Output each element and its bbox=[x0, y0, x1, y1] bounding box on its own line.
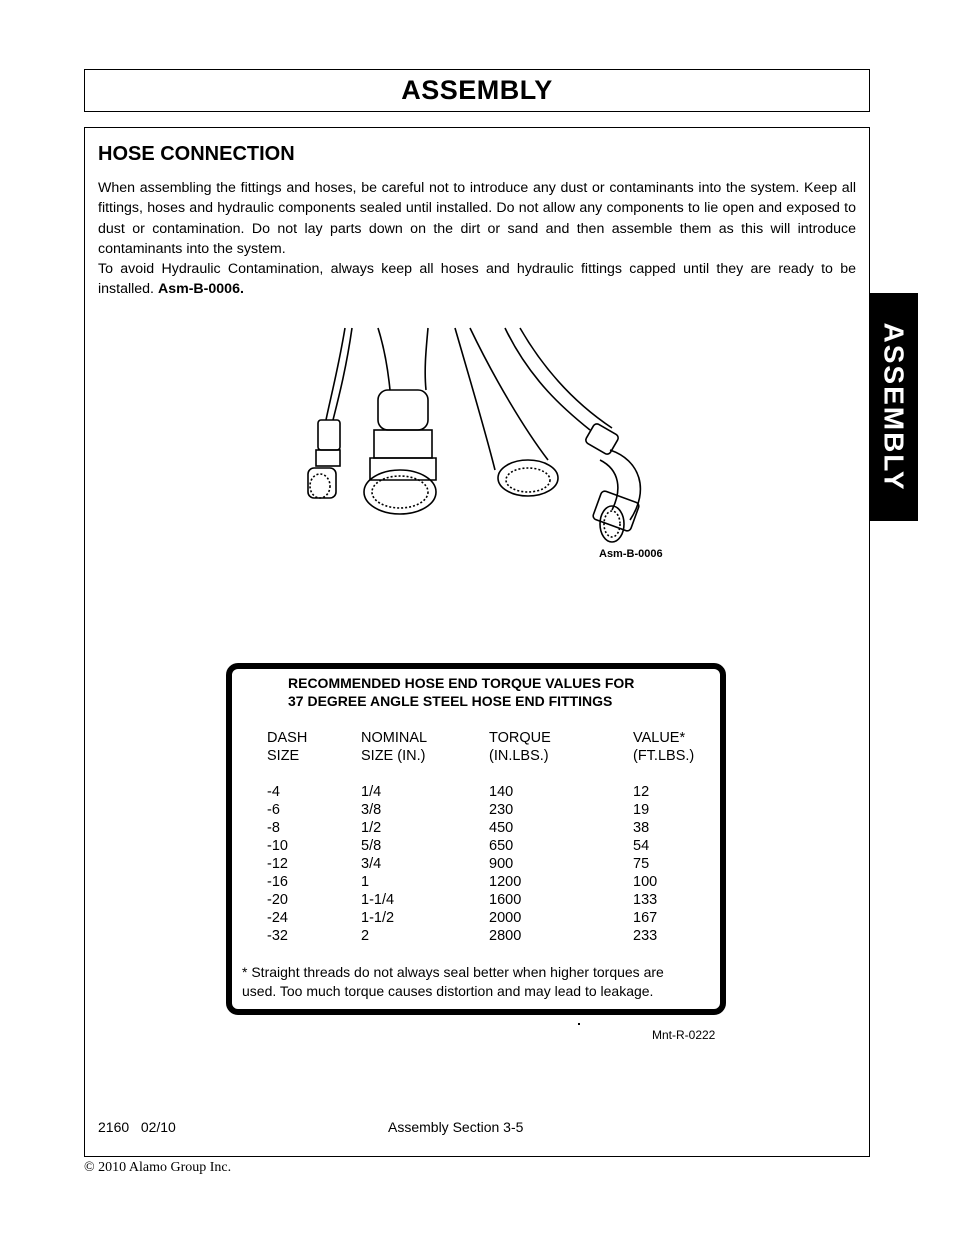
table-cell: 100 bbox=[633, 874, 658, 890]
side-tab-label: ASSEMBLY bbox=[878, 322, 910, 492]
table-cell: 5/8 bbox=[361, 838, 382, 854]
table-cell: -6 bbox=[267, 802, 280, 818]
column-header-torque bbox=[489, 729, 551, 765]
table-cell: 233 bbox=[633, 928, 658, 944]
table-cell: 1-1/4 bbox=[361, 892, 395, 908]
table-cell: -4 bbox=[267, 784, 280, 800]
large-hose-fitting bbox=[364, 328, 436, 514]
table-cell: -32 bbox=[267, 928, 288, 944]
column-torque-values bbox=[489, 783, 521, 945]
table-cell: 900 bbox=[489, 856, 514, 872]
stray-mark bbox=[578, 1023, 580, 1025]
paragraph-intro: When assembling the fittings and hoses, be careful not to introduce any dust or contaminants into the system. Keep all fittings, hoses and hydraulic components sealed until installed. Do not allow any components to lie open and exposed to dust or contamination. Do not lay parts down on the dirt or sand and then assemble them as this will introduce contaminants into the system. bbox=[98, 180, 856, 257]
header-text: (IN.LBS.) bbox=[489, 748, 549, 764]
header-text: TORQUE bbox=[489, 730, 551, 746]
table-cell: 133 bbox=[633, 892, 658, 908]
table-cell: 54 bbox=[633, 838, 650, 854]
footer-section: Assembly Section 3-5 bbox=[388, 1119, 524, 1135]
column-dash-values bbox=[267, 783, 288, 945]
side-section-tab bbox=[869, 293, 918, 521]
header-text: (FT.LBS.) bbox=[633, 748, 695, 764]
table-cell: -20 bbox=[267, 892, 288, 908]
table-cell: 140 bbox=[489, 784, 514, 800]
column-header-value bbox=[633, 729, 694, 765]
column-value-values bbox=[633, 783, 657, 945]
table-cell: -12 bbox=[267, 856, 288, 872]
table-cell: 3/8 bbox=[361, 802, 382, 818]
figure-label: Asm-B-0006 bbox=[599, 548, 663, 560]
footer-model-date: 2160 02/10 bbox=[98, 1119, 176, 1135]
table-cell: 38 bbox=[633, 820, 650, 836]
small-hose-fitting bbox=[308, 328, 352, 498]
header-text: SIZE (IN.) bbox=[361, 748, 426, 764]
table-cell: 230 bbox=[489, 802, 514, 818]
section-heading: HOSE CONNECTION bbox=[98, 143, 295, 165]
column-nominal-values bbox=[361, 783, 394, 945]
paragraph-contamination bbox=[98, 259, 856, 300]
paragraph-contamination-text: To avoid Hydraulic Contamination, always keep all hoses and hydraulic fittings capped until they are ready to be installed. bbox=[98, 261, 856, 298]
table-cell: 1600 bbox=[489, 892, 522, 908]
capped-hose-end bbox=[455, 328, 558, 496]
table-cell: 12 bbox=[633, 784, 650, 800]
column-header-nominal bbox=[361, 729, 427, 765]
table-reference-id: Mnt-R-0222 bbox=[652, 1028, 716, 1042]
elbow-hose-fitting bbox=[505, 328, 640, 542]
copyright-notice: © 2010 Alamo Group Inc. bbox=[84, 1160, 232, 1175]
page-title: ASSEMBLY bbox=[401, 75, 553, 105]
header-text: VALUE* bbox=[633, 730, 686, 746]
table-cell: 1-1/2 bbox=[361, 910, 395, 926]
table-cell: -10 bbox=[267, 838, 288, 854]
table-cell: 1/4 bbox=[361, 784, 382, 800]
table-cell: -8 bbox=[267, 820, 280, 836]
torque-table-title: RECOMMENDED HOSE END TORQUE VALUES FOR bbox=[288, 675, 635, 691]
table-cell: 19 bbox=[633, 802, 650, 818]
figure-reference: Asm-B-0006. bbox=[157, 281, 244, 298]
header-text: SIZE bbox=[267, 748, 300, 764]
note-line: * Straight threads do not always seal better when higher torques are bbox=[242, 964, 664, 980]
torque-table-note bbox=[242, 963, 712, 1001]
column-header-dash bbox=[267, 729, 307, 765]
table-cell: 2800 bbox=[489, 928, 522, 944]
torque-table-subtitle: 37 DEGREE ANGLE STEEL HOSE END FITTINGS bbox=[288, 693, 613, 709]
table-cell: 1/2 bbox=[361, 820, 382, 836]
table-cell: 1200 bbox=[489, 874, 522, 890]
table-cell: 2000 bbox=[489, 910, 522, 926]
header-text: NOMINAL bbox=[361, 730, 428, 746]
header-text: DASH bbox=[267, 730, 308, 746]
note-line: used. Too much torque causes distortion and may lead to leakage. bbox=[242, 983, 654, 999]
page-header bbox=[84, 69, 870, 112]
table-cell: -16 bbox=[267, 874, 288, 890]
table-cell: 75 bbox=[633, 856, 650, 872]
table-cell: 3/4 bbox=[361, 856, 382, 872]
table-cell: 650 bbox=[489, 838, 514, 854]
table-cell: 450 bbox=[489, 820, 514, 836]
hose-fittings-illustration bbox=[300, 320, 680, 570]
table-cell: 167 bbox=[633, 910, 658, 926]
table-cell: 1 bbox=[361, 874, 370, 890]
table-cell: -24 bbox=[267, 910, 288, 926]
table-cell: 2 bbox=[361, 928, 370, 944]
